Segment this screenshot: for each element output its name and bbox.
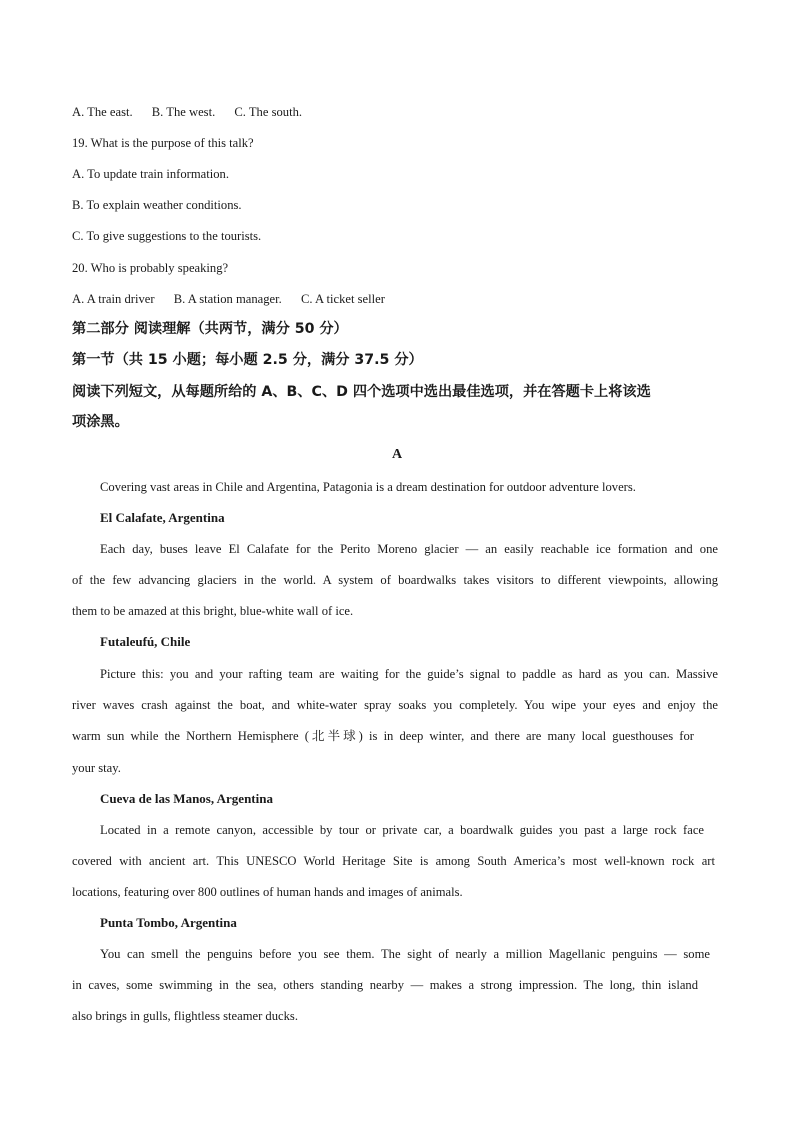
part-title: 第二部分 阅读理解（共两节，满分 50 分） [72, 321, 348, 337]
futaleufu-line-3: warm sun while the Northern Hemisphere (北半球) is in deep winter, and there are many local guesthouses for [72, 729, 694, 743]
place-heading-punta-tombo: Punta Tombo, Argentina [100, 915, 237, 930]
futaleufu-line-2: river waves crash against the boat, and white-water spray soaks you completely. You wipe your eyes and enjoy the [72, 698, 718, 712]
instruction-line-2: 项涂黑。 [72, 414, 129, 430]
section-subtitle: 第一节（共 15 小题；每小题 2.5 分，满分 37.5 分） [72, 352, 423, 368]
q20-question: 20. Who is probably speaking? [72, 261, 229, 275]
cueva-line-2: covered with ancient art. This UNESCO World Heritage Site is among South America’s most well-known rock art [72, 854, 715, 868]
place-heading-futaleufu: Futaleufú, Chile [100, 634, 191, 649]
q19-option-b: B. To explain weather conditions. [72, 198, 242, 212]
q20-option-a: A. A train driver [72, 292, 155, 306]
q19-question: 19. What is the purpose of this talk? [72, 136, 254, 150]
passage-label: A [391, 447, 403, 462]
el-calafate-line-1: Each day, buses leave El Calafate for the Perito Moreno glacier — an easily reachable ice formation and one [100, 542, 718, 556]
q18-option-b: B. The west. [151, 105, 216, 119]
place-heading-el-calafate: El Calafate, Argentina [100, 510, 225, 525]
q18-option-a: A. The east. [72, 105, 133, 119]
cueva-line-3: locations, featuring over 800 outlines of human hands and images of animals. [72, 885, 463, 899]
punta-tombo-line-1: You can smell the penguins before you see them. The sight of nearly a million Magellanic penguins — some [100, 947, 710, 961]
q20-options [72, 291, 385, 307]
passage-intro: Covering vast areas in Chile and Argentina, Patagonia is a dream destination for outdoor adventure lovers. [100, 480, 636, 494]
q19-option-c: C. To give suggestions to the tourists. [72, 229, 262, 243]
punta-tombo-line-3: also brings in gulls, flightless steamer ducks. [72, 1009, 298, 1023]
q18-options [72, 104, 302, 120]
futaleufu-line-4: your stay. [72, 761, 121, 775]
instruction-line-1: 阅读下列短文，从每题所给的 A、B、C、D 四个选项中选出最佳选项，并在答题卡上将该选 [72, 384, 651, 400]
q20-option-b: B. A station manager. [173, 292, 282, 306]
q19-option-a: A. To update train information. [72, 167, 229, 181]
punta-tombo-line-2: in caves, some swimming in the sea, others standing nearby — makes a strong impression. The long, thin island [72, 978, 698, 992]
el-calafate-line-2: of the few advancing glaciers in the world. A system of boardwalks takes visitors to different viewpoints, allowing [72, 573, 718, 587]
q20-option-c: C. A ticket seller [300, 292, 385, 306]
futaleufu-line-1: Picture this: you and your rafting team are waiting for the guide’s signal to paddle as hard as you can. Massive [100, 667, 718, 681]
place-heading-cueva-de-las-manos: Cueva de las Manos, Argentina [100, 791, 273, 806]
q18-option-c: C. The south. [234, 105, 303, 119]
el-calafate-line-3: them to be amazed at this bright, blue-white wall of ice. [72, 604, 354, 618]
cueva-line-1: Located in a remote canyon, accessible by tour or private car, a boardwalk guides you past a large rock face [100, 823, 704, 837]
